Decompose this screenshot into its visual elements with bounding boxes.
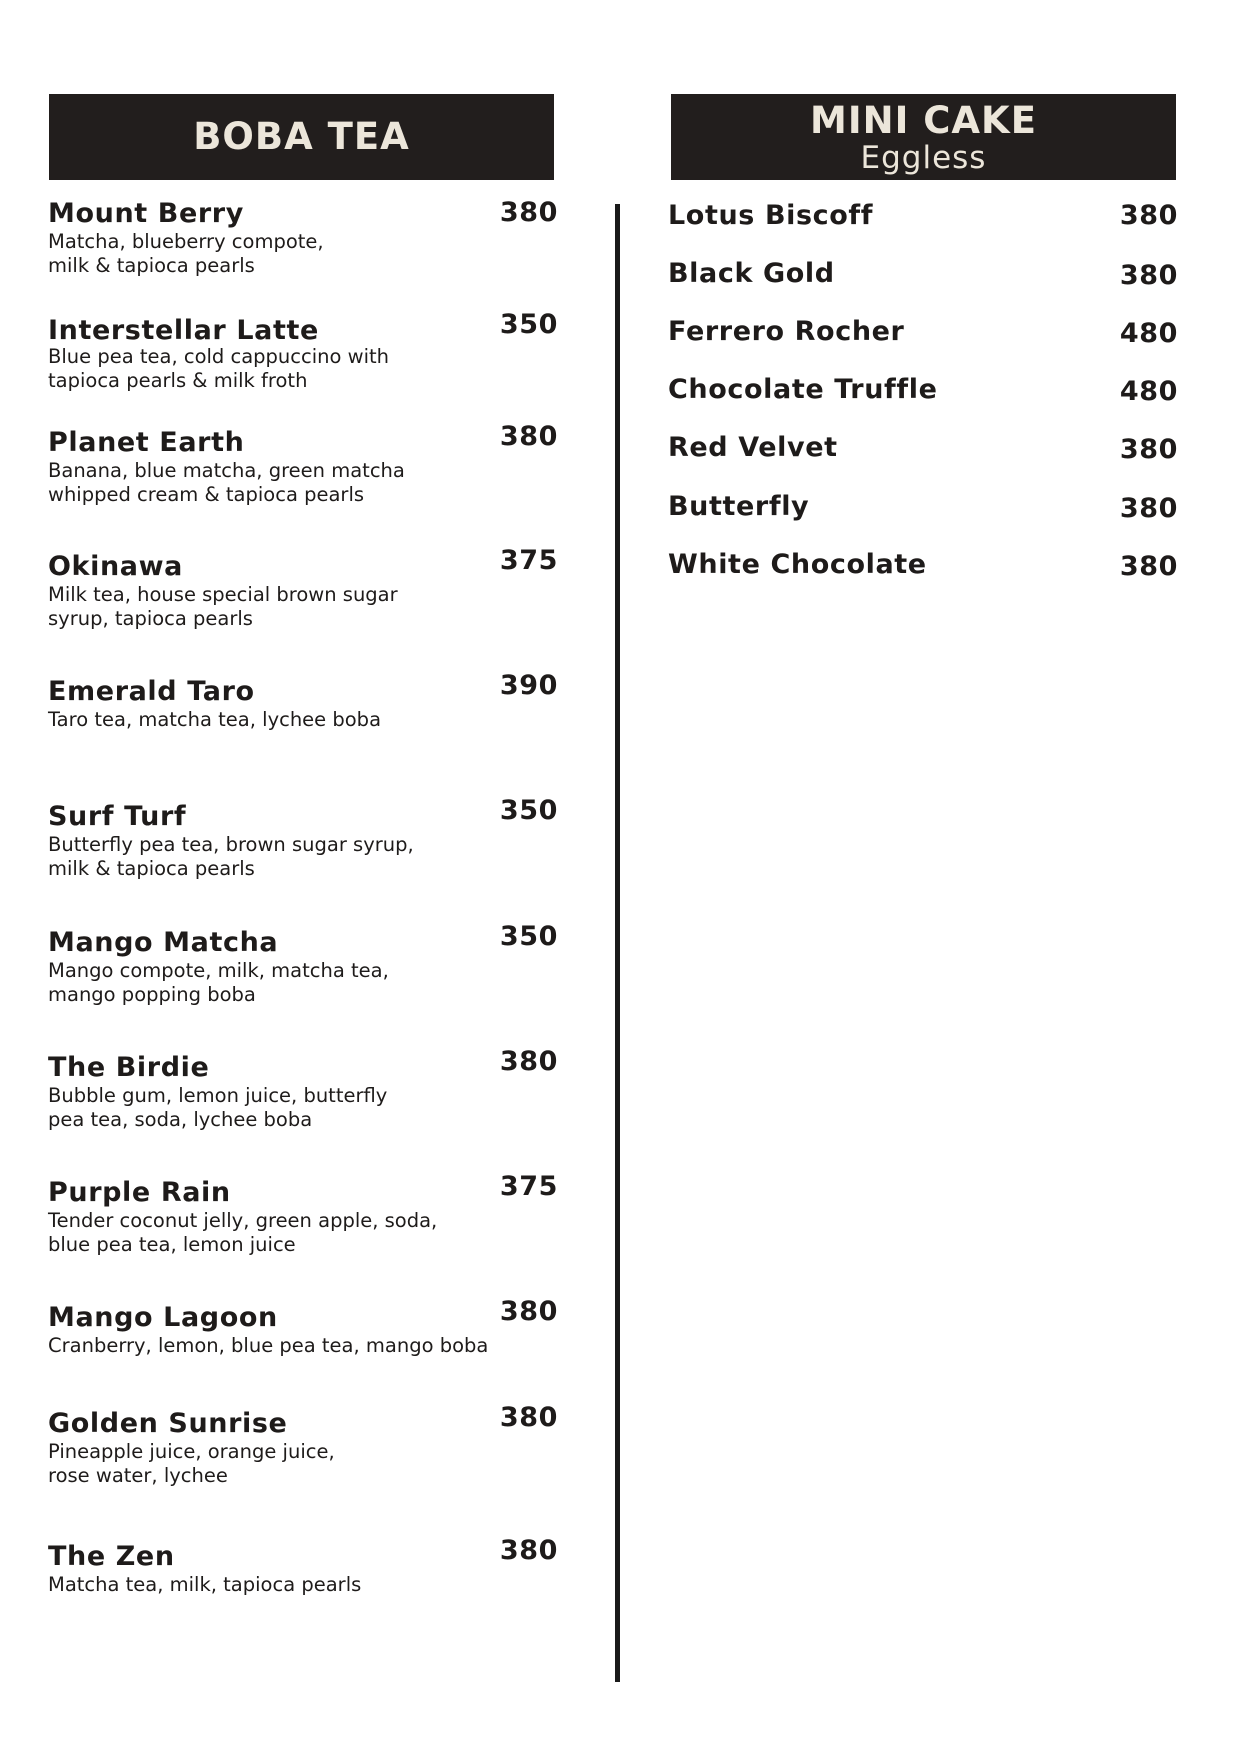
item-price: 380 [1119, 200, 1178, 231]
mini-cake-subtitle: Eggless [860, 140, 987, 176]
item-name: Mango Matcha [48, 927, 279, 958]
item-description: Banana, blue matcha, green matcha whipped cream & tapioca pearls [48, 459, 405, 506]
item-name: Emerald Taro [48, 676, 255, 707]
item-name: Surf Turf [48, 801, 187, 832]
item-price: 380 [1119, 260, 1178, 291]
item-description: Bubble gum, lemon juice, butterfly pea tea, soda, lychee boba [48, 1084, 388, 1131]
item-description: Milk tea, house special brown sugar syrup, tapioca pearls [48, 583, 398, 630]
item-name: Chocolate Truffle [668, 374, 938, 405]
item-price: 380 [499, 1535, 558, 1566]
item-name: Black Gold [668, 258, 835, 289]
cake-item-lotus-biscoff [668, 199, 1178, 233]
item-price: 380 [499, 421, 558, 452]
item-price: 380 [1119, 551, 1178, 582]
item-name: Golden Sunrise [48, 1408, 288, 1439]
item-name: Mount Berry [48, 198, 244, 229]
item-price: 380 [1119, 434, 1178, 465]
item-name: Butterfly [668, 491, 810, 522]
item-price: 350 [499, 921, 558, 952]
item-description: Cranberry, lemon, blue pea tea, mango boba [48, 1334, 489, 1357]
item-description: Mango compote, milk, matcha tea, mango popping boba [48, 959, 389, 1006]
item-price: 380 [499, 1296, 558, 1327]
item-description: Taro tea, matcha tea, lychee boba [48, 708, 382, 731]
item-name: Red Velvet [668, 432, 838, 463]
item-description: Matcha tea, milk, tapioca pearls [48, 1573, 362, 1596]
mini-cake-header [671, 94, 1176, 180]
column-divider [615, 204, 620, 1682]
boba-tea-header [49, 94, 554, 180]
item-price: 480 [1119, 376, 1178, 407]
cake-item-chocolate-truffle [668, 373, 1178, 407]
item-description: Matcha, blueberry compote, milk & tapioca pearls [48, 230, 324, 277]
item-name: Purple Rain [48, 1177, 231, 1208]
item-price: 390 [499, 670, 558, 701]
item-name: Interstellar Latte [48, 315, 319, 346]
item-price: 375 [499, 1171, 558, 1202]
item-name: Mango Lagoon [48, 1302, 278, 1333]
item-description: Blue pea tea, cold cappuccino with tapioca pearls & milk froth [48, 345, 390, 392]
item-price: 480 [1119, 318, 1178, 349]
item-name: Okinawa [48, 551, 183, 582]
item-name: Ferrero Rocher [668, 316, 905, 347]
cake-item-ferrero-rocher [668, 315, 1178, 349]
item-name: White Chocolate [668, 549, 927, 580]
item-price: 380 [499, 1402, 558, 1433]
item-description: Tender coconut jelly, green apple, soda, blue pea tea, lemon juice [48, 1209, 438, 1256]
cake-item-black-gold [668, 257, 1178, 291]
item-price: 380 [499, 197, 558, 228]
cake-item-red-velvet [668, 431, 1178, 465]
item-price: 380 [499, 1046, 558, 1077]
item-name: The Zen [48, 1541, 175, 1572]
cake-item-white-chocolate [668, 548, 1178, 582]
item-price: 350 [499, 795, 558, 826]
item-name: The Birdie [48, 1052, 210, 1083]
item-description: Butterfly pea tea, brown sugar syrup, milk & tapioca pearls [48, 833, 414, 880]
item-description: Pineapple juice, orange juice, rose water, lychee [48, 1440, 335, 1487]
cake-item-butterfly [668, 490, 1178, 524]
item-price: 375 [499, 545, 558, 576]
boba-tea-title: BOBA TEA [193, 115, 410, 158]
item-price: 350 [499, 309, 558, 340]
item-price: 380 [1119, 493, 1178, 524]
item-name: Planet Earth [48, 427, 245, 458]
item-name: Lotus Biscoff [668, 200, 874, 231]
mini-cake-title: MINI CAKE [810, 99, 1037, 142]
